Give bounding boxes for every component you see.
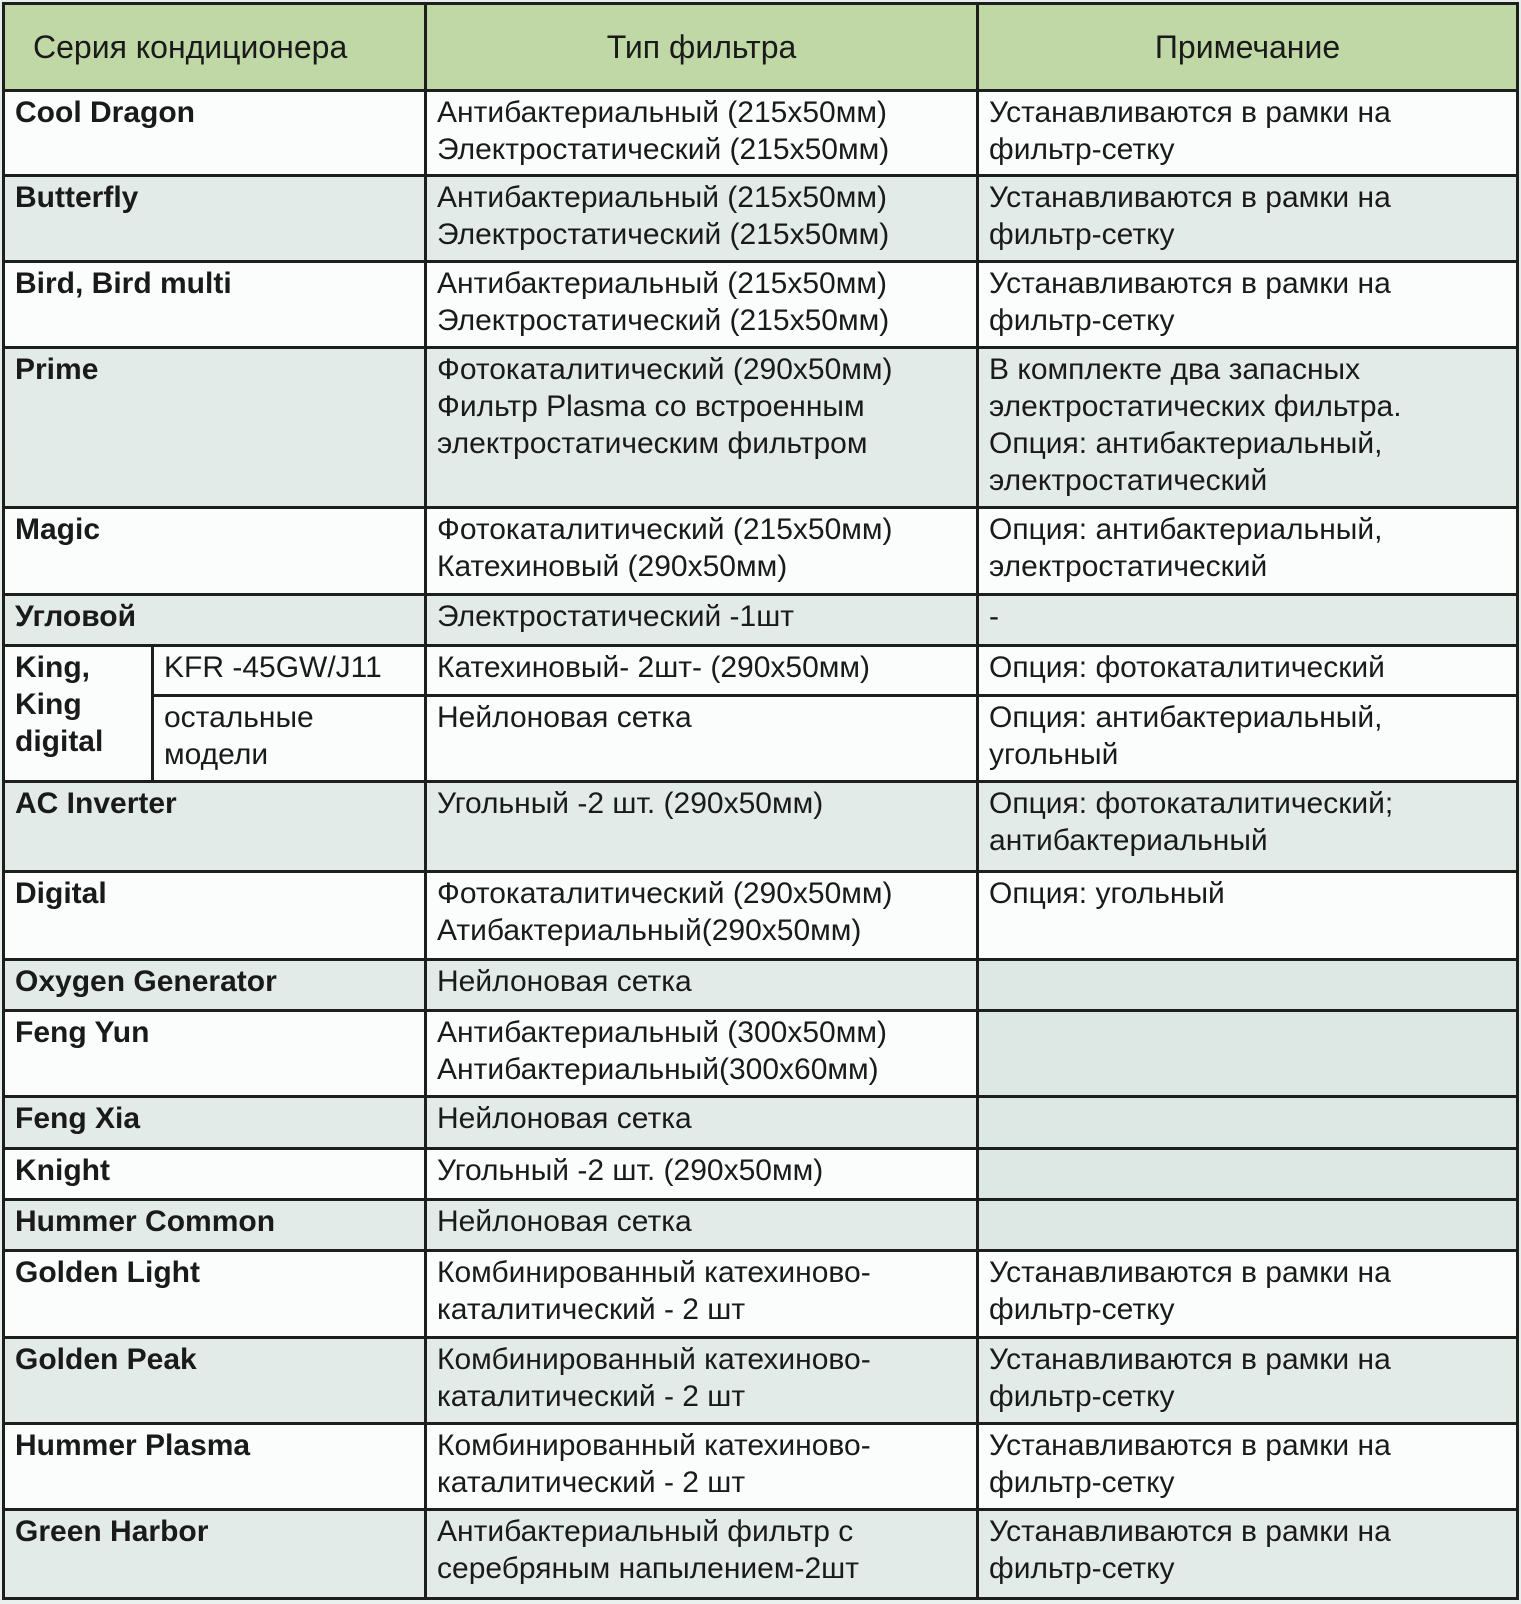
filter-line: Антибактериальный (215x50мм) xyxy=(437,181,887,215)
filter-cell xyxy=(426,781,978,871)
series-cell: Green Harbor xyxy=(4,1510,426,1599)
note-line: фильтр-сетку xyxy=(989,1293,1175,1327)
note-cell xyxy=(978,1199,1518,1250)
note-line: Устанавливаются в рамки на xyxy=(989,266,1391,300)
header-series: Серия кондиционера xyxy=(4,4,426,91)
filter-cell xyxy=(426,176,978,261)
note-line: электростатический xyxy=(989,464,1268,498)
table-row xyxy=(4,1148,1518,1199)
filter-cell xyxy=(426,91,978,176)
filter-line: каталитический - 2 шт xyxy=(437,1293,746,1327)
filter-line: Комбинированный катехиново- xyxy=(437,1256,871,1290)
series-cell: Magic xyxy=(4,508,426,594)
table-row xyxy=(4,959,1518,1010)
note-line: фильтр-сетку xyxy=(989,1379,1175,1413)
note-line: Устанавливаются в рамки на xyxy=(989,96,1391,129)
filter-line: Угольный -2 шт. (290x50мм) xyxy=(437,786,824,820)
filter-line: Комбинированный катехиново- xyxy=(437,1342,871,1376)
note-cell xyxy=(978,91,1518,176)
table-row xyxy=(4,91,1518,176)
filter-line: Фотокаталитический (215x50мм) xyxy=(437,513,893,547)
filter-line: серебряным напылением-2шт xyxy=(437,1552,859,1586)
table-row xyxy=(4,781,1518,871)
series-cell xyxy=(4,645,153,781)
note-cell xyxy=(978,348,1518,508)
note-cell xyxy=(978,645,1518,695)
series-line: King xyxy=(15,687,82,721)
series-cell: Golden Peak xyxy=(4,1337,426,1423)
model-cell xyxy=(153,696,426,781)
series-cell: Feng Xia xyxy=(4,1097,426,1148)
note-line: Опция: антибактериальный, xyxy=(989,701,1383,735)
filter-line: Катехиновый- 2шт- (290x50мм) xyxy=(437,650,871,684)
note-line: Опция: антибактериальный, xyxy=(989,427,1383,461)
filter-line: Электростатический -1шт xyxy=(437,599,795,633)
note-line: Опция: угольный xyxy=(989,877,1225,911)
note-cell xyxy=(978,176,1518,261)
series-cell: Digital xyxy=(4,872,426,959)
note-cell xyxy=(978,1097,1518,1148)
filter-line: Фотокаталитический (290x50мм) xyxy=(437,353,893,387)
series-cell: Feng Yun xyxy=(4,1010,426,1096)
table-row xyxy=(4,348,1518,508)
table-header-row xyxy=(4,4,1518,91)
series-cell: AC Inverter xyxy=(4,781,426,871)
filter-cell xyxy=(426,1423,978,1509)
filter-line: Нейлоновая сетка xyxy=(437,964,692,998)
filter-cell xyxy=(426,696,978,781)
filter-line: Антибактериальный (300x50мм) xyxy=(437,1015,887,1049)
model-cell: KFR -45GW/J11 xyxy=(153,645,426,695)
note-line: Опция: антибактериальный, xyxy=(989,513,1383,547)
note-cell xyxy=(978,696,1518,781)
series-cell: Hummer Common xyxy=(4,1199,426,1250)
filter-cell xyxy=(426,645,978,695)
filter-line: Фотокаталитический (290x50мм) xyxy=(437,877,893,911)
table-row xyxy=(4,1337,1518,1423)
filter-cell xyxy=(426,959,978,1010)
note-line: - xyxy=(989,599,1000,633)
table-row xyxy=(4,508,1518,594)
filter-line: Катехиновый (290x50мм) xyxy=(437,550,788,584)
filter-line: Фильтр Plasma со встроенным xyxy=(437,390,865,424)
note-line: электростатический xyxy=(989,550,1268,584)
filter-cell xyxy=(426,261,978,347)
table-row xyxy=(4,1251,1518,1337)
filter-cell xyxy=(426,1337,978,1423)
filter-line: каталитический - 2 шт xyxy=(437,1465,746,1499)
series-cell: Cool Dragon xyxy=(4,91,426,176)
series-cell: Угловой xyxy=(4,594,426,645)
note-line: электростатических фильтра. xyxy=(989,390,1402,424)
filter-line: Антибактериальный (215x50мм) xyxy=(437,96,887,129)
note-cell xyxy=(978,781,1518,871)
filter-line: Электростатический (215x50мм) xyxy=(437,218,890,252)
filter-line: Нейлоновая сетка xyxy=(437,1204,692,1238)
filter-line: Нейлоновая сетка xyxy=(437,701,692,735)
table-row xyxy=(4,1097,1518,1148)
note-cell xyxy=(978,594,1518,645)
note-line: фильтр-сетку xyxy=(989,303,1175,337)
note-cell xyxy=(978,261,1518,347)
table-row xyxy=(4,176,1518,261)
table-row xyxy=(4,1010,1518,1096)
note-line: антибактериальный xyxy=(989,823,1268,857)
note-line: фильтр-сетку xyxy=(989,218,1175,252)
table-row xyxy=(4,1199,1518,1250)
filter-line: каталитический - 2 шт xyxy=(437,1379,746,1413)
table-row xyxy=(4,594,1518,645)
series-cell: Butterfly xyxy=(4,176,426,261)
filter-cell xyxy=(426,1199,978,1250)
note-cell xyxy=(978,1337,1518,1423)
model-line: модели xyxy=(164,738,269,772)
note-line: фильтр-сетку xyxy=(989,1552,1175,1586)
filter-line: Электростатический (215x50мм) xyxy=(437,133,890,166)
table-row xyxy=(4,1510,1518,1599)
series-line: digital xyxy=(15,724,104,758)
filter-cell xyxy=(426,348,978,508)
header-filter: Тип фильтра xyxy=(426,4,978,91)
filter-line: Антибактериальный (215x50мм) xyxy=(437,266,887,300)
filter-line: Электростатический (215x50мм) xyxy=(437,303,890,337)
filter-cell xyxy=(426,1010,978,1096)
note-cell xyxy=(978,1510,1518,1599)
series-line: King, xyxy=(15,650,90,684)
filter-cell xyxy=(426,508,978,594)
note-line: Устанавливаются в рамки на xyxy=(989,1428,1391,1462)
note-cell xyxy=(978,1148,1518,1199)
note-cell xyxy=(978,872,1518,959)
series-cell: Prime xyxy=(4,348,426,508)
note-line: фильтр-сетку xyxy=(989,1465,1175,1499)
table-row xyxy=(4,261,1518,347)
note-cell xyxy=(978,1010,1518,1096)
header-note: Примечание xyxy=(978,4,1518,91)
note-line: Устанавливаются в рамки на xyxy=(989,1515,1391,1549)
filter-cell xyxy=(426,1510,978,1599)
table-row xyxy=(4,872,1518,959)
note-line: угольный xyxy=(989,738,1119,772)
note-cell xyxy=(978,1423,1518,1509)
note-line: Устанавливаются в рамки на xyxy=(989,1256,1391,1290)
note-cell xyxy=(978,1251,1518,1337)
note-line: Устанавливаются в рамки на xyxy=(989,181,1391,215)
filter-line: Угольный -2 шт. (290x50мм) xyxy=(437,1153,824,1187)
note-line: Опция: фотокаталитический xyxy=(989,650,1385,684)
table-row xyxy=(4,1423,1518,1509)
note-line: Опция: фотокаталитический; xyxy=(989,786,1394,820)
filter-line: Комбинированный катехиново- xyxy=(437,1428,871,1462)
filter-cell xyxy=(426,594,978,645)
filter-table xyxy=(2,2,1519,1600)
filter-line: электростатическим фильтром xyxy=(437,427,868,461)
table-row xyxy=(4,696,1518,781)
series-cell: Hummer Plasma xyxy=(4,1423,426,1509)
note-line: Устанавливаются в рамки на xyxy=(989,1342,1391,1376)
filter-cell xyxy=(426,872,978,959)
series-cell: Oxygen Generator xyxy=(4,959,426,1010)
filter-line: Антибактериальный(300x60мм) xyxy=(437,1052,879,1086)
note-line: фильтр-сетку xyxy=(989,133,1175,166)
series-cell: Golden Light xyxy=(4,1251,426,1337)
filter-line: Антибактериальный фильтр с xyxy=(437,1515,854,1549)
filter-cell xyxy=(426,1148,978,1199)
filter-line: Нейлоновая сетка xyxy=(437,1102,692,1136)
filter-line: Атибактериальный(290x50мм) xyxy=(437,914,862,948)
table-row xyxy=(4,645,1518,695)
note-cell xyxy=(978,959,1518,1010)
model-line: остальные xyxy=(164,701,314,735)
note-cell xyxy=(978,508,1518,594)
note-line: В комплекте два запасных xyxy=(989,353,1361,387)
filter-cell xyxy=(426,1251,978,1337)
filter-cell xyxy=(426,1097,978,1148)
series-cell: Bird, Bird multi xyxy=(4,261,426,347)
series-cell: Knight xyxy=(4,1148,426,1199)
